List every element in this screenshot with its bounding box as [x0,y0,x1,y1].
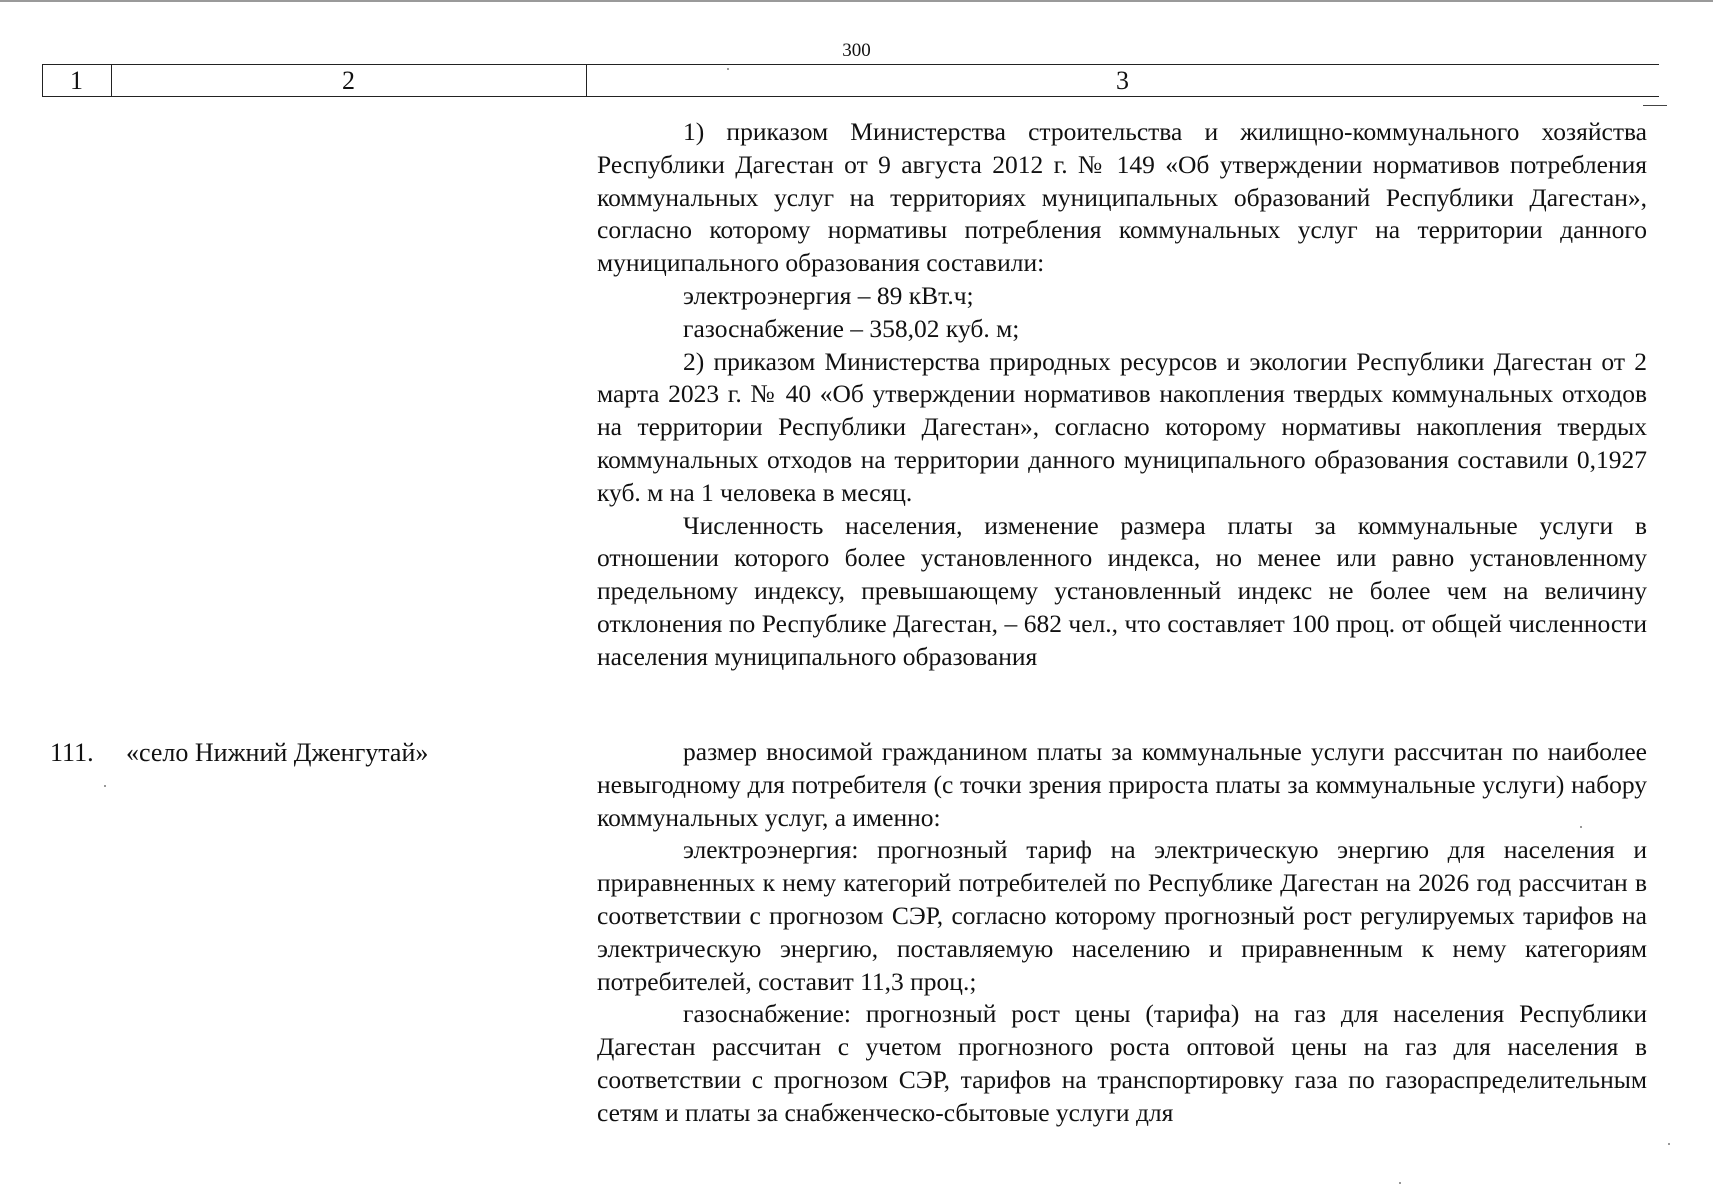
paragraph: газоснабжение – 358,02 куб. м; [683,313,1020,343]
column-header-3: 3 [1116,66,1129,95]
table-header-tail-rule [1643,105,1667,106]
scan-top-edge [0,0,1713,2]
paragraph: размер вносимой гражданином платы за коммунальные услуги рассчитан по наиболее невыгодному для потребителя (с точки зрения прироста платы за коммунальные услуги) набору коммунальных услуг, а именно: [597,737,1647,832]
row-number: 111. [50,738,94,767]
page-number: 300 [842,40,871,61]
column-header-2: 2 [342,66,355,95]
paragraph: Численность населения, изменение размера платы за коммунальные услуги в отношении которого более установленного индекса, но менее или равно установленному предельному индексу, превышающему установленный индекс не более чем на величину отклонения по Республике Дагестан, – 682 чел., что составляет 100 проц. от общей численности населения муниципального образования [597,510,1647,671]
paragraph: 2) приказом Министерства природных ресурсов и экологии Республики Дагестан от 2 марта 2023 г. № 40 «Об утверждении нормативов накопления твердых коммунальных отходов на территории Республики Дагестан», согласно которому нормативы накопления твердых коммунальных отходов на территории данного муниципального образования составили 0,1927 куб. м на 1 человека в месяц. [597,346,1647,507]
paragraph: электроэнергия: прогнозный тариф на электрическую энергию для населения и приравненных к нему категорий потребителей по Республике Дагестан на 2026 год рассчитан в соответствии с прогнозом СЭР, согласно которому прогнозный рост регулируемых тарифов на электрическую энергию, поставляемую населению и приравненным к нему категориям потребителей, составит 11,3 проц.; [597,835,1647,996]
scan-speck [1580,826,1582,828]
row-111-description [597,736,1647,1130]
paragraph: газоснабжение: прогнозный рост цены (тарифа) на газ для населения Республики Дагестан рассчитан с учетом прогнозного роста оптовой цены на газ для населения в соответствии с прогнозом СЭР, тарифов на транспортировку газа по газораспределительным сетям и платы за снабженческо-сбытовые услуги для [597,999,1647,1127]
scan-speck [1399,1182,1401,1184]
paragraph: 1) приказом Министерства строительства и жилищно-коммунального хозяйства Республики Дагестан от 9 августа 2012 г. № 149 «Об утверждении нормативов потребления коммунальных услуг на территориях муниципальных образований Республики Дагестан», согласно которому нормативы потребления коммунальных услуг на территории данного муниципального образования составили: [597,117,1647,278]
scan-speck [104,785,106,787]
column-header-1: 1 [70,66,83,95]
municipality-name: «село Нижний Дженгутай» [126,738,429,767]
paragraph: электроэнергия – 89 кВт.ч; [683,280,974,310]
scan-speck [1668,1143,1670,1145]
scan-speck [727,68,729,70]
table-header-bottom-rule [42,96,1659,97]
continued-row-text [597,116,1647,674]
